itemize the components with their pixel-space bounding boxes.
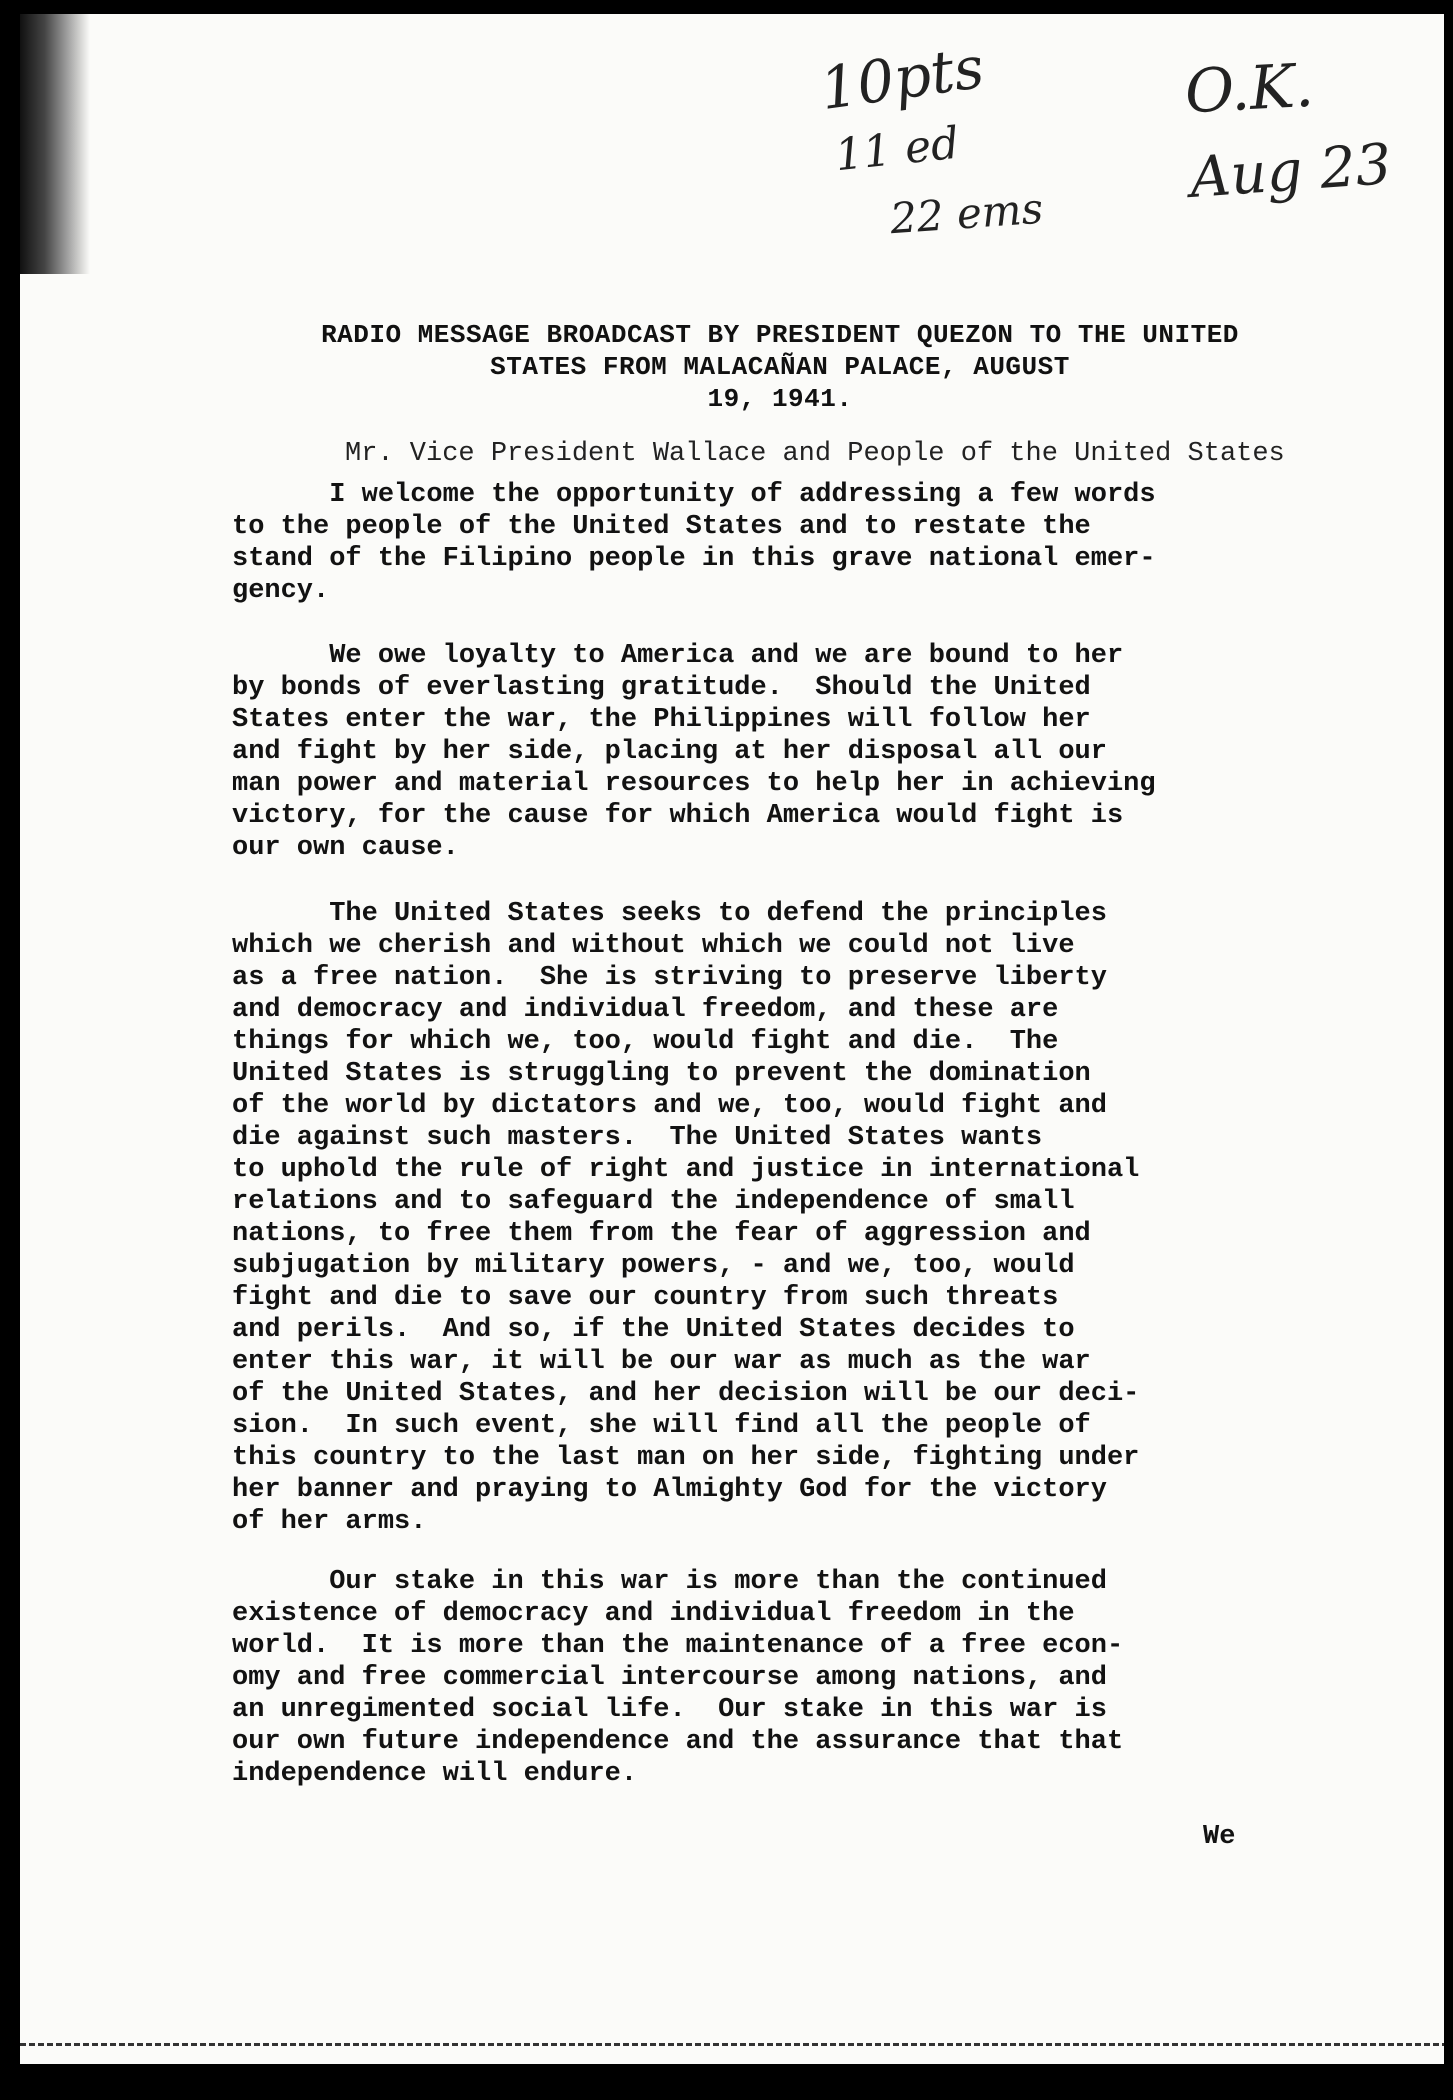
paragraph-4: Our stake in this war is more than the continued existence of democracy and individual freedom in the world. It is more than the maintenance of a free econ- omy and free commercial intercourse among nations, and an unregimented social life. Our stake in this war is our own future independence and the assurance that that independence will endure. [232, 1567, 1124, 1789]
document-title [220, 319, 1340, 415]
handwritten-note-date: Aug 23 [1187, 132, 1394, 211]
paragraph-2: We owe loyalty to America and we are bound to her by bonds of everlasting gratitude. Should the United States enter the war, the Philippines will follow her and fight by her side, placing at her disposal all our man power and material resources to help her in achieving victory, for the cause for which America would fight is our own cause. [232, 641, 1156, 863]
bottom-rule [20, 2043, 1444, 2046]
title-line-1: RADIO MESSAGE BROADCAST BY PRESIDENT QUEZON TO THE UNITED [321, 320, 1239, 350]
paragraph-3: The United States seeks to defend the principles which we cherish and without which we could not live as a free nation. She is striving to preserve liberty and democracy and individual freedom, and these are things for which we, too, would fight and die. The United States is struggling to prevent the domination of the world by dictators and we, too, would fight and die against such masters. The United States wants to uphold the rule of right and justice in international relations and to safeguard the independence of small nations, to free them from the fear of aggression and subjugation by military powers, - and we, too, would fight and die to save our country from such threats and perils. And so, if the United States decides to enter this war, it will be our war as much as the war of the United States, and her decision will be our deci- sion. In such event, she will find all the people of this country to the last man on her side, fighting under her banner and praying to Almighty God for the victory of her arms. [232, 899, 1140, 1537]
catchword: We [1203, 1822, 1236, 1852]
scan-edge-shadow [20, 14, 90, 274]
title-line-2: STATES FROM MALACAÑAN PALACE, AUGUST [490, 352, 1070, 382]
title-line-3: 19, 1941. [707, 384, 853, 414]
paragraph-1: I welcome the opportunity of addressing a few words to the people of the United States and to restate the stand of the Filipino people in this grave national emer- gency. [232, 480, 1156, 606]
salutation: Mr. Vice President Wallace and People of the United States [345, 439, 1285, 469]
handwritten-note-ok: O.K. [1183, 50, 1316, 128]
document-page [20, 14, 1444, 2064]
handwritten-note-ems: 22 ems [888, 183, 1045, 244]
handwritten-note-leading: 11 ed [832, 117, 962, 182]
handwritten-note-points: 10pts [816, 32, 988, 124]
